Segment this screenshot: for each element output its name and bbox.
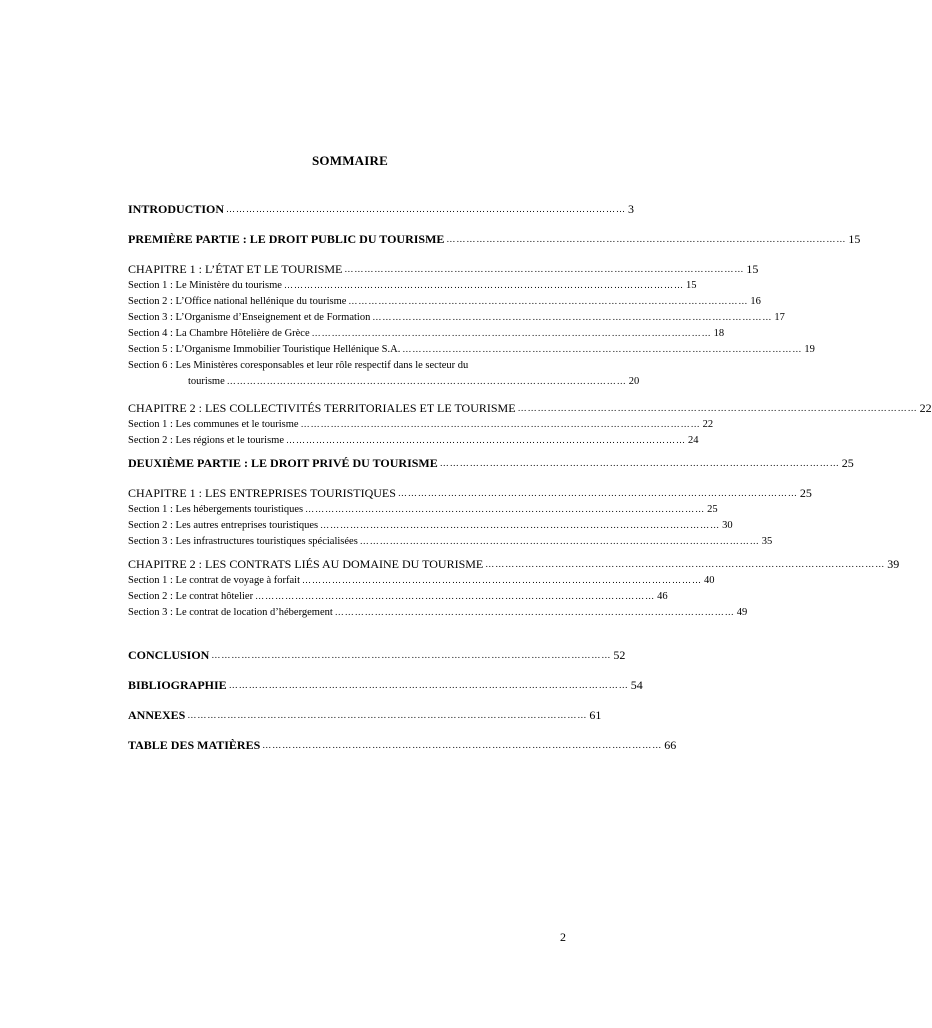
page-title: SOMMAIRE bbox=[312, 153, 388, 168]
toc-entry-label: tourisme bbox=[188, 376, 225, 387]
leader-dots: ………………………………………………………………………………………………………… bbox=[359, 536, 760, 546]
leader-dots: ………………………………………………………………………………………………………… bbox=[344, 264, 745, 274]
leader-dots: ………………………………………………………………………………………………………… bbox=[485, 559, 886, 569]
toc-entry-page: 3 bbox=[628, 202, 635, 216]
toc-entry-page: 49 bbox=[736, 607, 748, 618]
leader-dots: ………………………………………………………………………………………………………… bbox=[334, 607, 735, 617]
toc-entry-page: 20 bbox=[628, 376, 640, 387]
toc-entry-label: Section 3 : Les infrastructures touristiques spécialisées bbox=[128, 536, 358, 547]
toc-entry-section[interactable] bbox=[128, 434, 699, 447]
toc-entry-page: 40 bbox=[704, 575, 715, 586]
toc-entry-section[interactable] bbox=[128, 503, 718, 516]
toc-entry-section[interactable] bbox=[128, 359, 573, 372]
leader-dots: ………………………………………………………………………………………………………… bbox=[283, 280, 684, 290]
toc-entry-section[interactable] bbox=[128, 574, 715, 587]
toc-entry-section[interactable] bbox=[128, 606, 748, 619]
leader-dots: ………………………………………………………………………………………………………… bbox=[402, 344, 803, 354]
toc-entry-introduction[interactable] bbox=[128, 202, 635, 217]
toc-entry-page: 22 bbox=[919, 401, 932, 415]
toc-entry-label: Section 1 : Les communes et le tourisme bbox=[128, 419, 299, 430]
toc-entry-section[interactable] bbox=[128, 311, 785, 324]
leader-dots: ………………………………………………………………………………………………………… bbox=[286, 435, 687, 445]
page-number: 2 bbox=[560, 930, 566, 944]
leader-dots: ………………………………………………………………………………………………………… bbox=[255, 591, 656, 601]
toc-entry-chapitre[interactable] bbox=[128, 557, 900, 572]
toc-entry-label: Section 3 : L’Organisme d’Enseignement et de Formation bbox=[128, 312, 371, 323]
leader-dots: ………………………………………………………………………………………………………… bbox=[439, 458, 840, 468]
toc-entry-section[interactable] bbox=[128, 343, 815, 356]
toc-entry-page: 15 bbox=[685, 280, 697, 291]
toc-entry-label: BIBLIOGRAPHIE bbox=[128, 678, 227, 692]
toc-entry-label: CHAPITRE 2 : LES CONTRATS LIÉS AU DOMAINE DU TOURISME bbox=[128, 557, 484, 571]
leader-dots: ………………………………………………………………………………………………………… bbox=[226, 376, 627, 386]
toc-entry-page: 39 bbox=[887, 557, 900, 571]
toc-entry-label: INTRODUCTION bbox=[128, 202, 225, 216]
toc-entry-page: 61 bbox=[589, 708, 602, 722]
toc-entry-label: CHAPITRE 1 : LES ENTREPRISES TOURISTIQUES bbox=[128, 486, 396, 500]
leader-dots: ………………………………………………………………………………………………………… bbox=[372, 312, 773, 322]
leader-dots: ………………………………………………………………………………………………………… bbox=[517, 403, 918, 413]
toc-entry-label: CHAPITRE 1 : L’ÉTAT ET LE TOURISME bbox=[128, 262, 343, 276]
toc-entry-label: TABLE DES MATIÈRES bbox=[128, 738, 261, 752]
toc-entry-page: 54 bbox=[630, 678, 643, 692]
leader-dots: ………………………………………………………………………………………………………… bbox=[348, 296, 749, 306]
toc-entry-label: Section 2 : Les régions et le tourisme bbox=[128, 435, 285, 446]
leader-dots: ………………………………………………………………………………………………………… bbox=[226, 204, 627, 214]
toc-entry-page: 16 bbox=[750, 296, 761, 307]
leader-dots: ………………………………………………………………………………………………………… bbox=[300, 419, 701, 429]
toc-entry-label: PREMIÈRE PARTIE : LE DROIT PUBLIC DU TOURISME bbox=[128, 232, 445, 246]
toc-entry-page: 46 bbox=[657, 591, 668, 602]
toc-entry-section[interactable] bbox=[128, 295, 761, 308]
toc-entry-label: Section 5 : L’Organisme Immobilier Touristique Hellénique S.A. bbox=[128, 344, 401, 355]
toc-entry-page: 30 bbox=[722, 520, 733, 531]
toc-entry-page: 19 bbox=[804, 344, 815, 355]
toc-entry-page: 25 bbox=[841, 456, 854, 470]
toc-entry-page: 25 bbox=[707, 504, 718, 515]
toc-entry-table-des-matieres[interactable] bbox=[128, 738, 677, 753]
toc-entry-label: Section 2 : Le contrat hôtelier bbox=[128, 591, 254, 602]
toc-entry-chapitre[interactable] bbox=[128, 486, 812, 501]
toc-entry-label: CHAPITRE 2 : LES COLLECTIVITÉS TERRITORIALES ET LE TOURISME bbox=[128, 401, 516, 415]
toc-entry-chapitre[interactable] bbox=[128, 401, 932, 416]
toc-entry-label: CONCLUSION bbox=[128, 648, 210, 662]
toc-entry-label: Section 3 : Le contrat de location d’hébergement bbox=[128, 607, 333, 618]
toc-entry-section[interactable] bbox=[128, 535, 773, 548]
toc-entry-page: 17 bbox=[774, 312, 785, 323]
toc-entry-page: 52 bbox=[613, 648, 626, 662]
toc-entry-section[interactable] bbox=[128, 327, 725, 340]
toc-entry-bibliographie[interactable] bbox=[128, 678, 643, 693]
toc-entry-section[interactable] bbox=[128, 279, 697, 292]
toc-entry-page: 24 bbox=[688, 435, 699, 446]
leader-dots: ………………………………………………………………………………………………………… bbox=[397, 488, 798, 498]
toc-entry-chapitre[interactable] bbox=[128, 262, 759, 277]
toc-entry-label: Section 1 : Le Ministère du tourisme bbox=[128, 280, 282, 291]
toc-entry-label: Section 1 : Le contrat de voyage à forfait bbox=[128, 575, 301, 586]
toc-entry-annexes[interactable] bbox=[128, 708, 602, 723]
toc-entry-label: Section 2 : Les autres entreprises touristiques bbox=[128, 520, 319, 531]
leader-dots: ………………………………………………………………………………………………………… bbox=[446, 234, 847, 244]
leader-dots: ………………………………………………………………………………………………………… bbox=[228, 680, 629, 690]
toc-entry-page: 25 bbox=[799, 486, 812, 500]
toc-entry-label: Section 6 : Les Ministères coresponsables et leur rôle respectif dans le secteur du bbox=[128, 360, 469, 371]
toc-entry-page: 15 bbox=[746, 262, 759, 276]
leader-dots: ………………………………………………………………………………………………………… bbox=[320, 520, 721, 530]
toc-entry-page: 15 bbox=[848, 232, 861, 246]
leader-dots: ………………………………………………………………………………………………………… bbox=[311, 328, 712, 338]
toc-entry-section[interactable] bbox=[128, 519, 733, 532]
toc-entry-conclusion[interactable] bbox=[128, 648, 626, 663]
toc-entry-section[interactable] bbox=[128, 590, 668, 603]
leader-dots: ………………………………………………………………………………………………………… bbox=[302, 575, 703, 585]
toc-entry-label: Section 2 : L’Office national hellénique du tourisme bbox=[128, 296, 347, 307]
toc-entry-premiere-partie[interactable] bbox=[128, 232, 861, 247]
toc-entry-section[interactable] bbox=[128, 418, 714, 431]
toc-entry-label: Section 1 : Les hébergements touristiques bbox=[128, 504, 304, 515]
toc-entry-label: DEUXIÈME PARTIE : LE DROIT PRIVÉ DU TOURISME bbox=[128, 456, 438, 470]
toc-entry-page: 35 bbox=[761, 536, 773, 547]
leader-dots: ………………………………………………………………………………………………………… bbox=[305, 504, 706, 514]
toc-entry-continuation[interactable] bbox=[188, 375, 640, 388]
toc-entry-page: 22 bbox=[702, 419, 714, 430]
toc-entry-deuxieme-partie[interactable] bbox=[128, 456, 854, 471]
toc-entry-label: Section 4 : La Chambre Hôtelière de Grèce bbox=[128, 328, 310, 339]
toc-entry-page: 18 bbox=[713, 328, 725, 339]
leader-dots: ………………………………………………………………………………………………………… bbox=[262, 740, 663, 750]
toc-entry-page: 66 bbox=[664, 738, 677, 752]
leader-dots: ………………………………………………………………………………………………………… bbox=[211, 650, 612, 660]
leader-dots: ………………………………………………………………………………………………………… bbox=[187, 710, 588, 720]
toc-entry-label: ANNEXES bbox=[128, 708, 186, 722]
